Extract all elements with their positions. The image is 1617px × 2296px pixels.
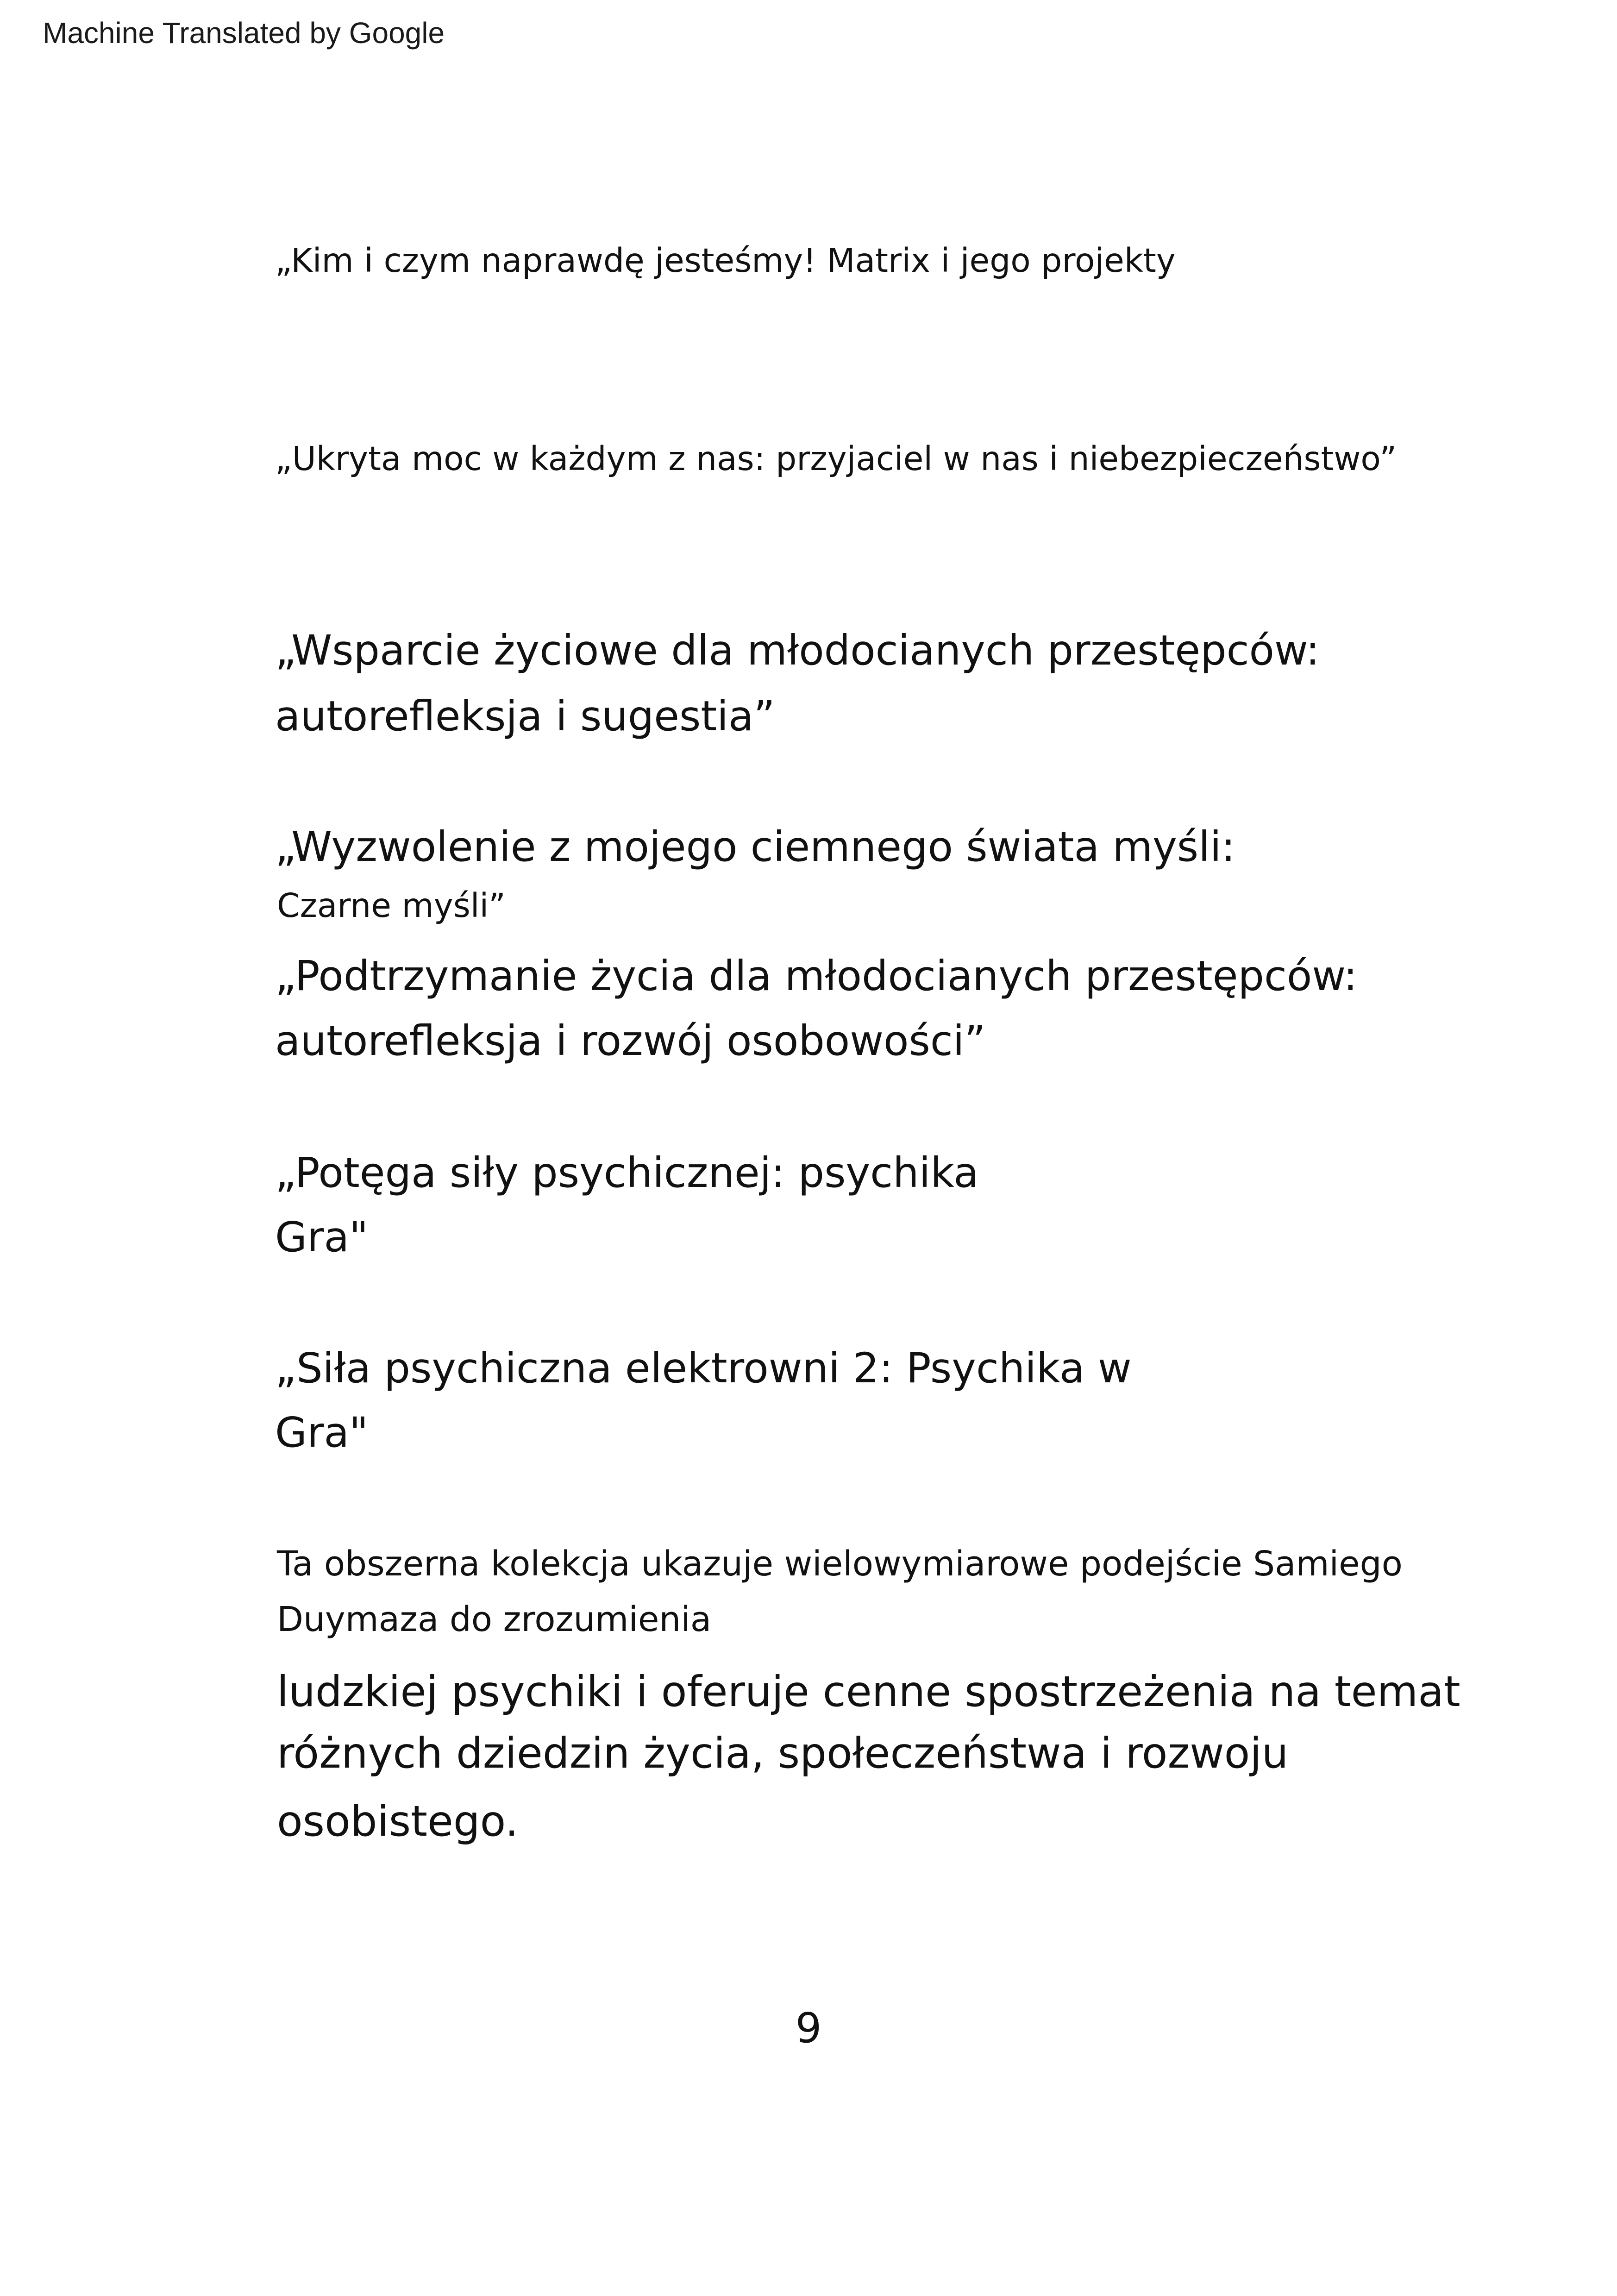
title-4-line-1: „Wyzwolenie z mojego ciemnego świata myśli: [275,822,1235,871]
summary-line-1: Ta obszerna kolekcja ukazuje wielowymiarowe podejście Samiego [277,1544,1403,1584]
title-6-line-2: Gra" [275,1213,369,1261]
machine-translation-note: Machine Translated by Google [43,16,445,50]
title-1: „Kim i czym naprawdę jesteśmy! Matrix i jego projekty [275,241,1176,280]
summary-line-3: ludzkiej psychiki i oferuje cenne spostrzeżenia na temat [277,1668,1460,1716]
title-5-line-1: „Podtrzymanie życia dla młodocianych przestępców: [275,952,1358,1000]
title-4-line-2: Czarne myśli” [277,886,506,925]
title-2: „Ukryta moc w każdym z nas: przyjaciel w nas i niebezpieczeństwo” [275,439,1397,478]
page-number: 9 [795,2004,822,2052]
title-5-line-2: autorefleksja i rozwój osobowości” [275,1016,986,1065]
summary-line-5: osobistego. [277,1797,519,1846]
summary-line-4: różnych dziedzin życia, społeczeństwa i rozwoju [277,1729,1289,1778]
title-3-line-2: autorefleksja i sugestia” [275,692,775,740]
title-3-line-1: „Wsparcie życiowe dla młodocianych przestępców: [275,626,1320,674]
summary-line-2: Duymaza do zrozumienia [277,1600,712,1639]
title-7-line-1: „Siła psychiczna elektrowni 2: Psychika w [275,1344,1132,1392]
title-7-line-2: Gra" [275,1408,369,1456]
title-6-line-1: „Potęga siły psychicznej: psychika [275,1148,979,1197]
